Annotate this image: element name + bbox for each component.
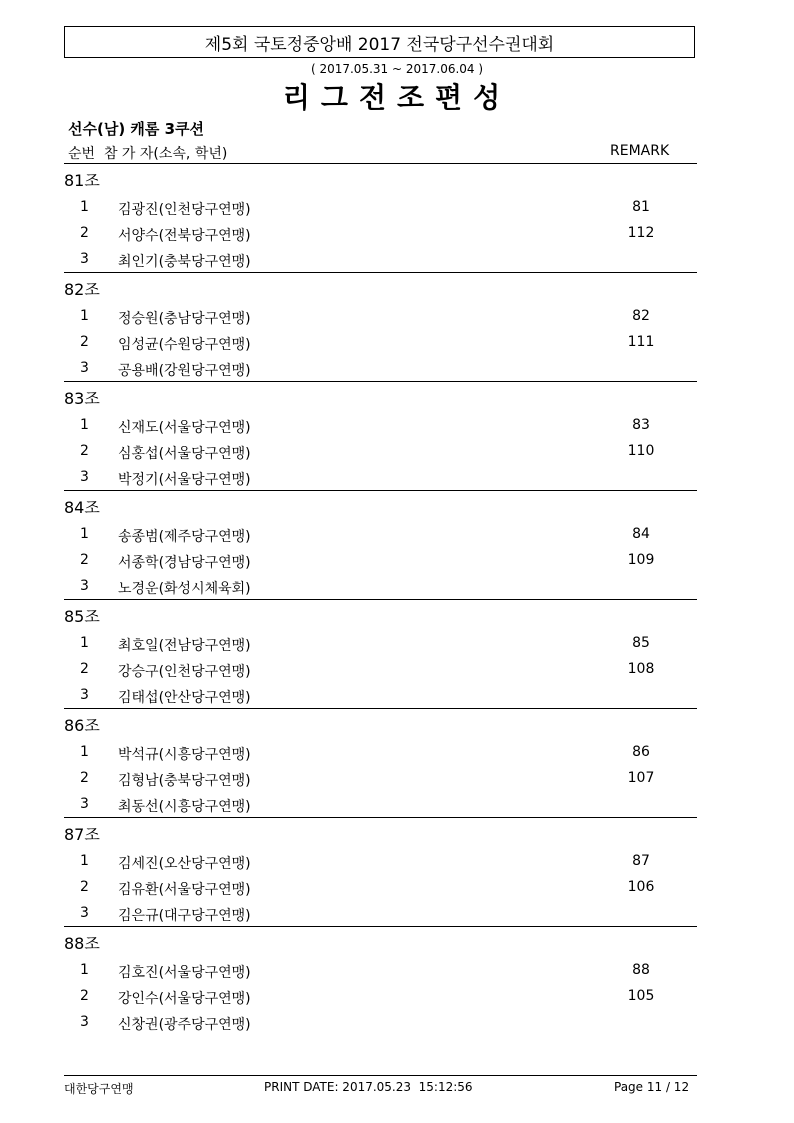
tournament-period: ( 2017.05.31 ~ 2017.06.04 ) [310,62,484,76]
player-name: 강인수(서울당구연맹) [118,991,251,1007]
group-block [0,164,794,273]
player-name: 서양수(전북당구연맹) [118,228,251,244]
player-remark: 88 [632,962,650,978]
player-number: 2 [80,770,89,786]
player-number: 2 [80,225,89,241]
player-name: 박석규(시흥당구연맹) [118,747,251,763]
player-remark: 112 [627,225,655,241]
group-title: 82조 [64,280,100,299]
player-number: 2 [80,988,89,1004]
player-name: 최인기(충북당구연맹) [118,254,251,270]
player-row [0,874,794,900]
footer-divider [64,1075,697,1076]
player-row [0,412,794,438]
player-name: 강승구(인천당구연맹) [118,664,251,680]
group-block [0,927,794,1036]
player-number: 1 [80,199,89,215]
player-name: 김형남(충북당구연맹) [118,773,251,789]
player-name: 김유환(서울당구연맹) [118,882,251,898]
player-number: 1 [80,853,89,869]
footer-org: 대한당구연맹 [64,1082,134,1096]
group-title: 88조 [64,934,100,953]
player-number: 3 [80,360,89,376]
player-name: 김세진(오산당구연맹) [118,856,251,872]
player-name: 최동선(시흥당구연맹) [118,799,251,815]
player-number: 2 [80,443,89,459]
player-number: 3 [80,578,89,594]
page-title: 리그전조편성 [282,81,512,114]
player-remark: 81 [632,199,650,215]
player-name: 김은규(대구당구연맹) [118,908,251,924]
player-row [0,957,794,983]
player-remark: 107 [627,770,655,786]
player-number: 3 [80,796,89,812]
player-remark: 83 [632,417,650,433]
player-row [0,303,794,329]
player-name: 정승원(충남당구연맹) [118,311,251,327]
group-list [0,164,794,1036]
column-header-participant: 순번 참 가 자(소속, 학년) [68,146,228,162]
group-block [0,382,794,491]
column-header-remark: REMARK [610,143,670,159]
player-row [0,547,794,573]
player-number: 1 [80,417,89,433]
group-title: 83조 [64,389,100,408]
footer-page-number: Page 11 / 12 [614,1080,690,1094]
player-number: 1 [80,308,89,324]
player-row [0,682,794,708]
group-title: 86조 [64,716,100,735]
player-number: 1 [80,744,89,760]
group-block [0,709,794,818]
player-row [0,848,794,874]
player-name: 심홍섭(서울당구연맹) [118,446,251,462]
player-name: 김태섭(안산당구연맹) [118,690,251,706]
player-name: 신재도(서울당구연맹) [118,420,251,436]
player-number: 1 [80,635,89,651]
player-row [0,220,794,246]
player-row [0,355,794,381]
player-number: 3 [80,1014,89,1030]
group-title: 84조 [64,498,100,517]
player-remark: 85 [632,635,650,651]
tournament-title [64,26,695,58]
player-remark: 82 [632,308,650,324]
player-remark: 84 [632,526,650,542]
player-remark: 111 [627,334,655,350]
group-title: 87조 [64,825,100,844]
player-row [0,1009,794,1035]
group-block [0,600,794,709]
player-row [0,983,794,1009]
player-name: 서종학(경남당구연맹) [118,555,251,571]
player-name: 김광진(인천당구연맹) [118,202,251,218]
player-remark: 109 [627,552,655,568]
player-row [0,656,794,682]
player-row [0,739,794,765]
player-remark: 87 [632,853,650,869]
player-number: 3 [80,251,89,267]
player-remark: 86 [632,744,650,760]
player-name: 노경운(화성시체육회) [118,581,251,597]
player-name: 임성균(수원당구연맹) [118,337,251,353]
player-remark: 108 [627,661,655,677]
player-row [0,438,794,464]
player-number: 2 [80,334,89,350]
group-block [0,818,794,927]
player-row [0,329,794,355]
player-number: 2 [80,552,89,568]
player-number: 2 [80,661,89,677]
tournament-title-text: 제5회 국토정중앙배 2017 전국당구선수권대회 [204,34,555,55]
player-remark: 110 [627,443,655,459]
player-row [0,246,794,272]
category-label: 선수(남) 캐롬 3쿠션 [68,120,205,138]
player-number: 2 [80,879,89,895]
player-number: 1 [80,962,89,978]
player-number: 1 [80,526,89,542]
player-remark: 105 [627,988,655,1004]
player-name: 박정기(서울당구연맹) [118,472,251,488]
player-row [0,630,794,656]
player-row [0,573,794,599]
player-number: 3 [80,905,89,921]
group-block [0,273,794,382]
player-name: 최호일(전남당구연맹) [118,638,251,654]
player-remark: 106 [627,879,655,895]
player-number: 3 [80,687,89,703]
player-name: 송종범(제주당구연맹) [118,529,251,545]
player-row [0,194,794,220]
group-title: 81조 [64,171,100,190]
player-name: 김호진(서울당구연맹) [118,965,251,981]
player-row [0,521,794,547]
player-row [0,791,794,817]
player-name: 공용배(강원당구연맹) [118,363,251,379]
player-row [0,765,794,791]
player-number: 3 [80,469,89,485]
player-row [0,900,794,926]
footer-print-date: PRINT DATE: 2017.05.23 15:12:56 [264,1080,473,1094]
group-block [0,491,794,600]
player-name: 신창권(광주당구연맹) [118,1017,251,1033]
player-row [0,464,794,490]
group-title: 85조 [64,607,100,626]
